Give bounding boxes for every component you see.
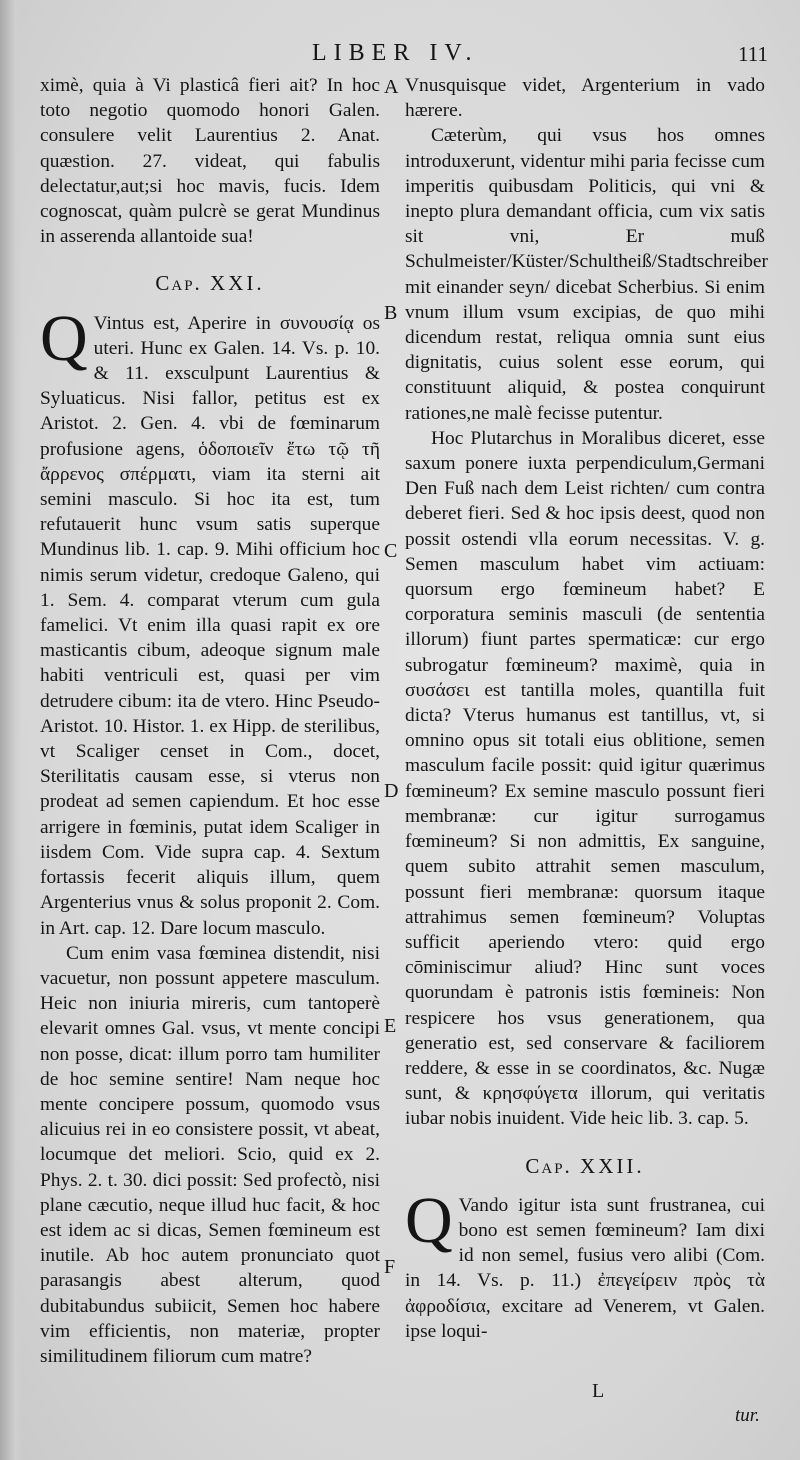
left-paragraph-2 [40,301,380,941]
right-paragraph-2: Cæterùm, qui vsus hos omnes introduxerunt, videntur mihi paria fecisse cum imperitis quibusdam Politicis, qui vni & inepto plura demandant officia, cum vix satis sit vni, Er muß Schulmeister/Küster/Schultheiß/Stadtschreiber mit einander seyn/ dicebat Scherbius. Si enim vnum illum vsum excipias, de quo mihi dicendum restat, reliqua omnia sunt eius dignitatis, cuius solent esse eorum, qui constituunt aliquid, & postea conquirunt rationes,ne malè fecisse putentur. [405,125,768,424]
signature-mark: L [592,1380,605,1402]
right-column [405,73,768,1344]
margin-letter-a: A [384,76,399,98]
chapter-heading-xxi [40,271,380,296]
running-head: LIBER IV. [312,40,479,66]
right-paragraph-4-text: Vando igitur ista sunt frustranea, cui bono est semen fœmineum? Iam dixi id non semel, fusius vero alibi (Com. in 14. Vs. p. 11.) ἐπεγείρειν πρὸς τὰ ἀφροδίσια, excitare ad Venerem, vt Galen. ipse loqui- [405,1194,765,1342]
margin-letter-f: F [384,1256,396,1278]
chapter-word: Cap. [525,1153,572,1178]
margin-letter-c: C [384,540,398,562]
left-paragraph-2-text: Vintus est, Aperire in συνουσίᾳ os uteri. Hunc ex Galen. 14. Vs. p. 10. & 11. exsculpunt Laurentius & Syluaticus. Nisi fallor, petitus est ex Aristot. 2. Gen. 4. vbi de fœminarum profusione agens, ὁδοποιεῖν ἔτω τῷ τῆ ἄρρενος σπέρματι, viam ita sterni ait semini masculo. Si hoc ita est, tum refutauerit hunc vsum satis superque Mundinus lib. 1. cap. 9. Mihi officium hoc nimis serum videtur, credoque Galeno, qui 1. Sem. 4. comparat vterum cum gula famelici. Vt enim illa quasi rapit ex ore masticantis cibum, adeoque signum male habiti ventriculi est, quasi per vim detrudere cibum: ita de vtero. Hinc Pseudo-Aristot. 10. Histor. 1. ex Hipp. de sterilibus, vt Scaliger censet in Com., docet, Sterilitatis causam esse, si vterus non prodeat ad semen capiendum. Et hoc esse arrigere in fœminis, putat idem Scaliger in iisdem Com. Vide supra cap. 4. Sextum fortassis fecerit aliquis illum, quem Argenterius vnus & solus proponit 2. Com. in Art. cap. 12. Dare locum masculo. [40,312,380,939]
catchword: tur. [735,1405,760,1426]
page-number: 111 [738,42,768,66]
drop-cap: Q [405,1183,453,1257]
right-paragraph-4 [405,1183,765,1344]
margin-letter-b: B [384,302,398,324]
margin-letter-d: D [384,780,399,802]
margin-letter-e: E [384,1015,397,1037]
drop-cap: Q [40,301,88,375]
chapter-word: Cap. [155,271,202,296]
left-paragraph-3: Cum enim vasa fœminea distendit, nisi vacuetur, non possunt appetere masculum. Heic non iniuria mireris, cum tantoperè elevarit omnes Gal. vsus, vt mente concipi non posse, dicat: illum porro tam humiliter de hoc semine sentire! Nam neque hoc mente concipere possum, quomodo vsus alicuius rei in eo consistere possit, vt abeat, locumque det meliori. Scio, quid ex 2. Phys. 2. t. 30. dici possit: Sed profectò, nisi plane cæcutio, neque illud huc facit, & hoc est idem ac si dicas, Semen fœmineum est inutile. Ab hoc autem pronunciato quot parasangis abest alterum, quod dubitabundus subiicit, Semen hoc habere vim efficientis, non materiæ, propter similitudinem filiorum cum matre? [40,942,380,1367]
right-paragraph-3: Hoc Plutarchus in Moralibus diceret, esse saxum ponere iuxta perpendiculum,Germani Den Fuß nach dem Leist richten/ cum contra deberet fieri. Sed & hoc ipsis deest, quod non possit ostendi vlla eorum necessitas. V. g. Semen masculum habet vim actiuam: quorsum ergo fœmineum habet? E corporatura seminis masculi (de sententia illorum) fiunt partes spermaticæ: cur ergo subrogatur fœmineum? maximè, quia in συσάσει est tantilla moles, quantilla fuit dicta? Vterus humanus est tantillus, vt, si omnino opus sit totali eius oblitione, semen masculum facile possit: quid igitur quærimus fœmineum? Ex semine masculo possunt fieri membranæ: cur igitur surrogamus fœmineum? Si non admittis, Ex sanguine, quem subito attrahit semen masculum, possunt fieri membranæ: quorsum itaque attrahimus semen fœmineum? Voluptas sufficit aperiendo vtero: quid ergo cōminiscimur aliud? Hinc sunt voces quorundam è patronis istis fœmineis: Non respicere hos vsus generationem, qua generatio est, sed conservare & faciliorem reddere, & esse in se coordinatos, &c. Nugæ sunt, & κρησφύγετα illorum, qui veritatis iubar nobis inuident. Vide heic lib. 3. cap. 5. [405,427,765,1130]
right-paragraph-1: Vnusquisque videt, Argenterium in vado hærere. [405,75,765,122]
left-paragraph-1: ximè, quia à Vi plasticâ fieri ait? In hoc toto negotio quomodo honori Galen. consulere velit Laurentius 2. Anat. quæstion. 27. videat, qui fabulis delectatur,aut;si hoc mavis, fucis. Idem cognoscat, quàm pulcrè se gerat Mundinus in asserenda allantoide sua! [40,75,380,248]
chapter-heading-xxii [405,1154,765,1179]
chapter-number: XXI. [210,271,265,296]
chapter-number: XXII. [580,1153,645,1178]
page-header [0,40,800,70]
left-column [40,73,380,1369]
